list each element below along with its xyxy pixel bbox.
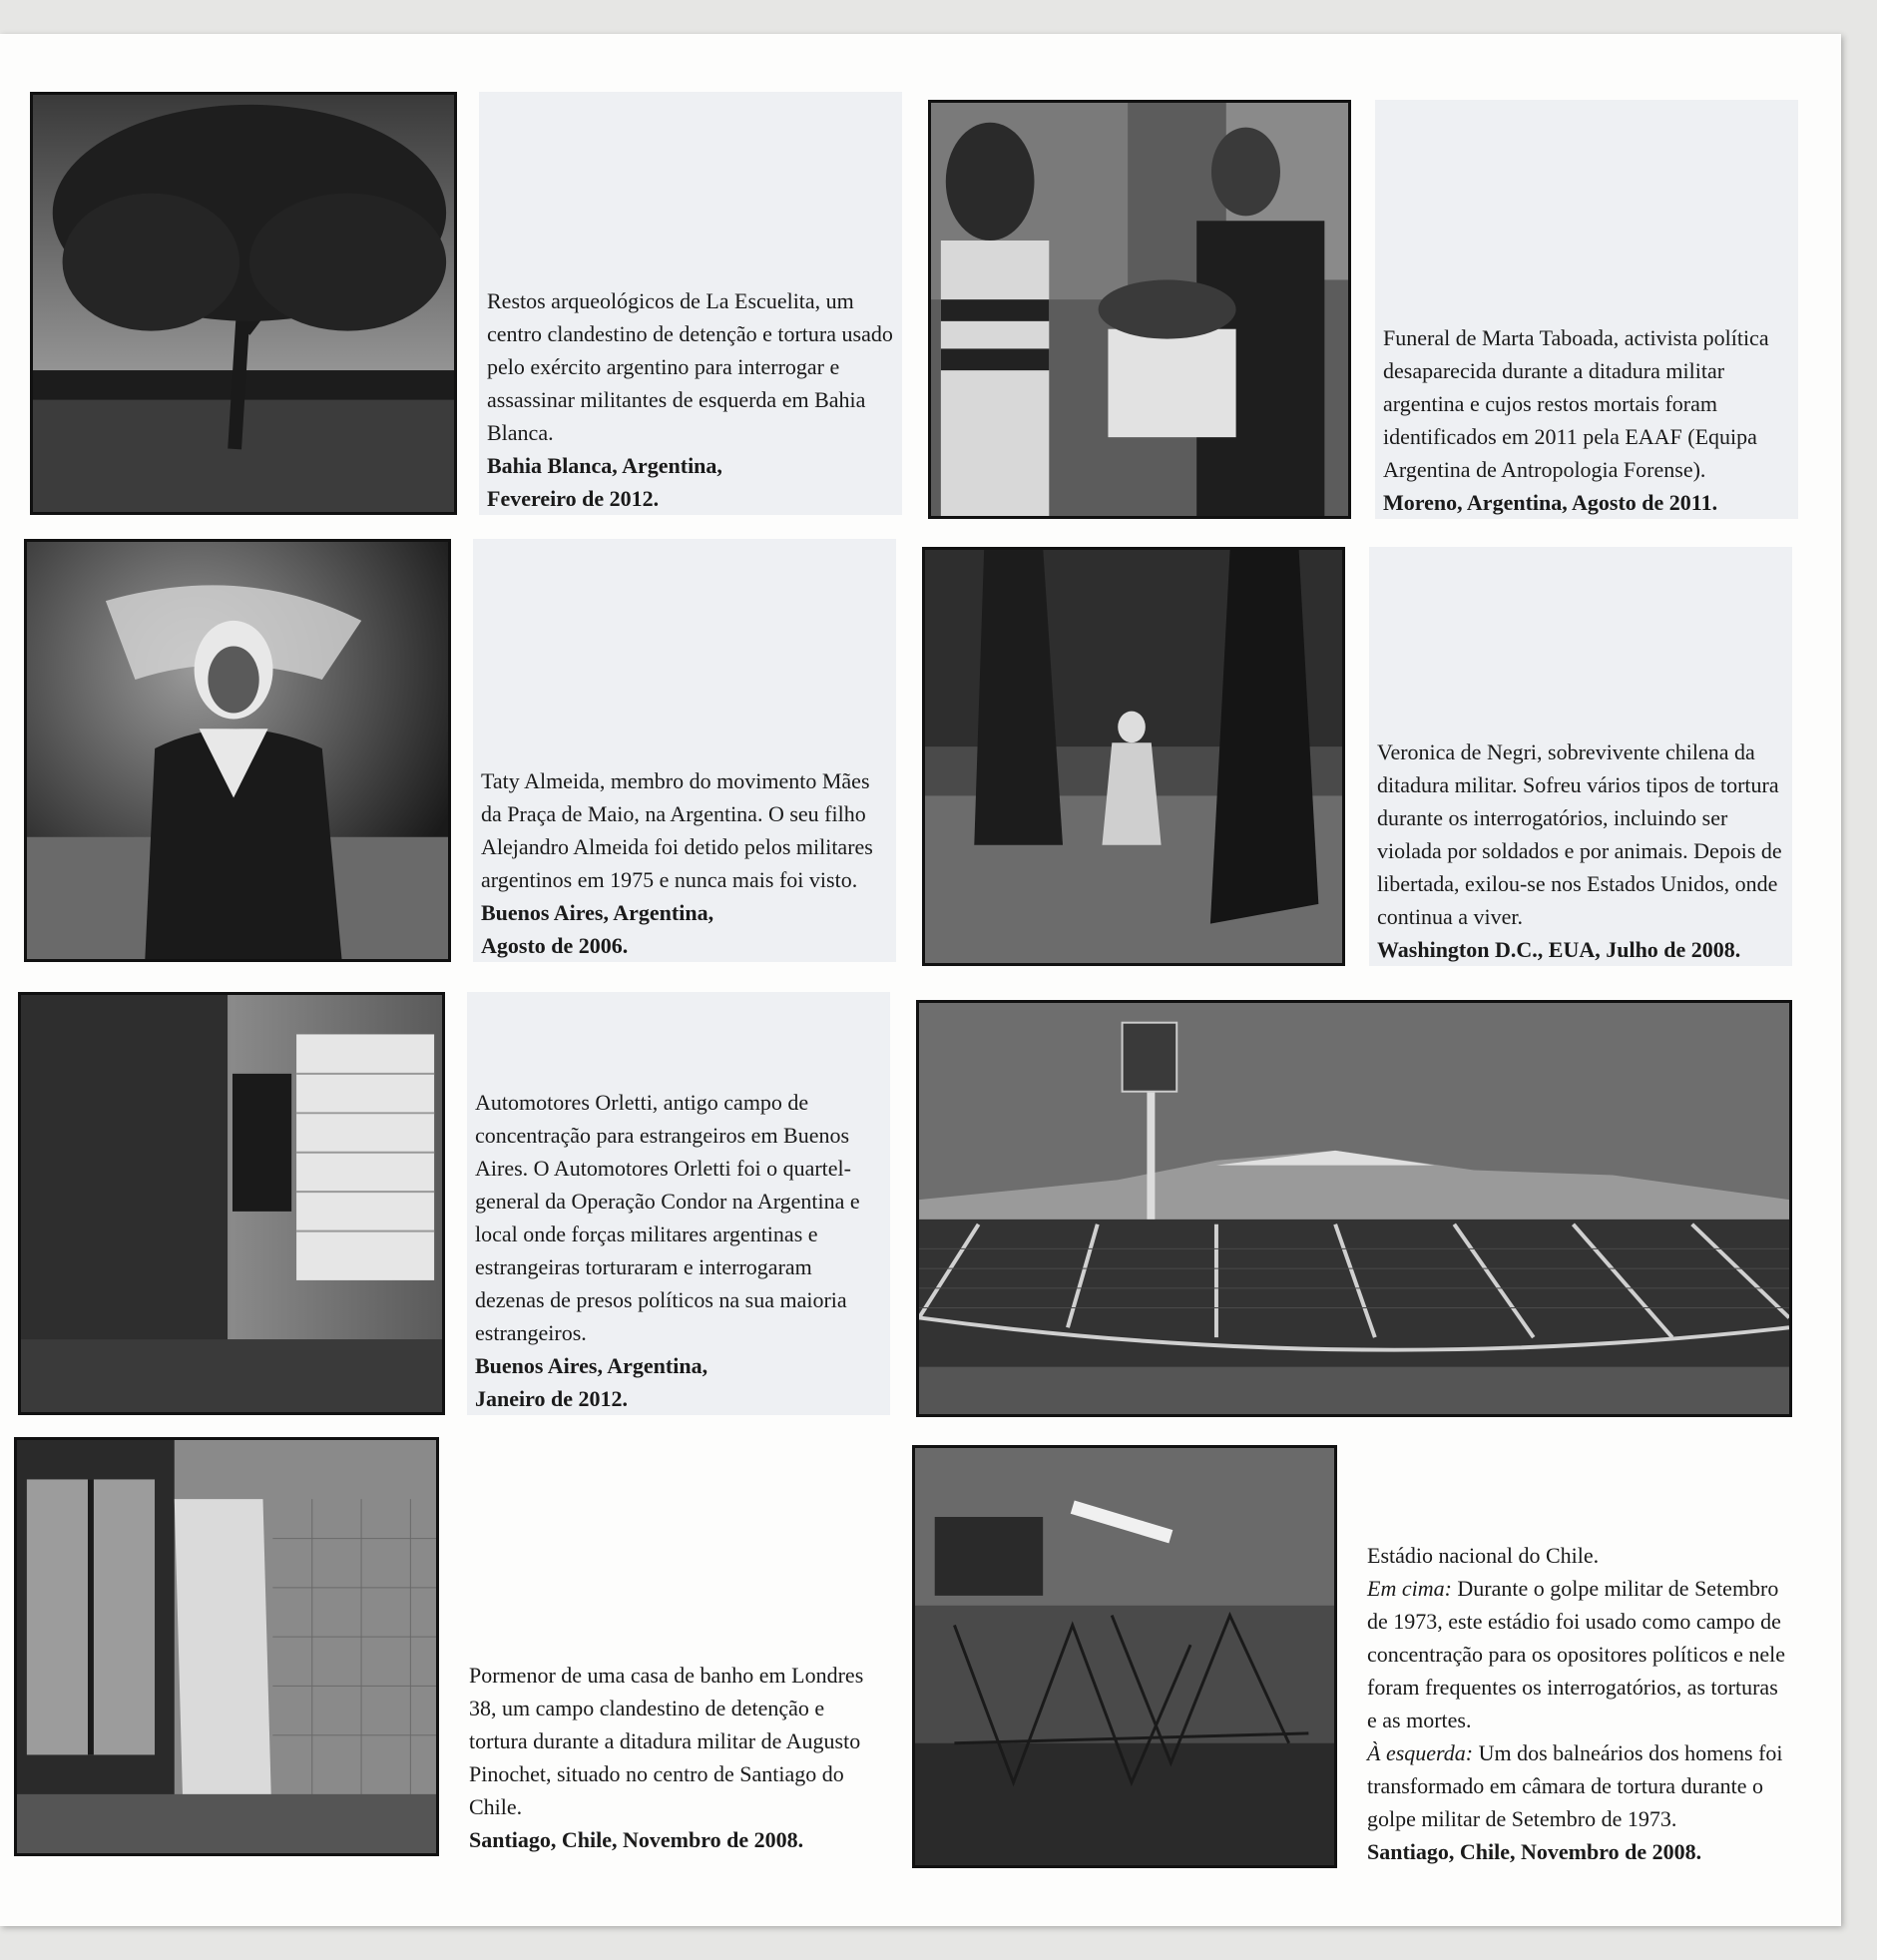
caption-location-7: Santiago, Chile, Novembro de 2008.: [1367, 1839, 1702, 1864]
caption-text-4: Veronica de Negri, sobrevivente chilena da ditadura militar. Sofreu vários tipos de tortura durante os interrogatórios, incluindo ser violada por soldados e por animais. Depois de libertada, exilou-se nos Estados Unidos, onde continua a viver.: [1377, 739, 1782, 929]
photo-taty-almeida: [24, 539, 451, 962]
caption-text-1: Restos arqueológicos de La Escuelita, um centro clandestino de detenção e tortura usado pelo exército argentino para interrogar e assassinar militantes de esquerda em Bahia Blanca.: [487, 288, 893, 445]
caption-location-1a: Bahia Blanca, Argentina,: [487, 453, 722, 478]
photo-londres-38: [14, 1437, 439, 1856]
caption-panel-4: [1369, 547, 1792, 966]
caption-text-7b: [1367, 1736, 1792, 1835]
photo-funeral-marta-taboada: [928, 100, 1351, 519]
caption-location-4: Washington D.C., EUA, Julho de 2008.: [1377, 937, 1741, 962]
caption-text-5: Automotores Orletti, antigo campo de concentração para estrangeiros em Buenos Aires. O Automotores Orletti foi o quartel-general da Operação Condor na Argentina e local onde forças militares argentinas e estrangeiras torturaram e interrogaram dezenas de presos políticos na sua maioria estrangeiros.: [475, 1090, 860, 1345]
caption-location-5b: Janeiro de 2012.: [475, 1386, 628, 1411]
photo-veronica-de-negri: [922, 547, 1345, 966]
caption-2: [1383, 321, 1792, 519]
caption-text-3: Taty Almeida, membro do movimento Mães da Praça de Maio, na Argentina. O seu filho Alejandro Almeida foi detido pelos militares argentinos em 1975 e nunca mais foi visto.: [481, 768, 873, 892]
caption-label-top: Em cima:: [1367, 1576, 1452, 1601]
catalog-page: [0, 34, 1841, 1926]
caption-7: [1367, 1539, 1792, 1868]
caption-text-2: Funeral de Marta Taboada, activista política desaparecida durante a ditadura militar argentina e cujos restos mortais foram identificados em 2011 pela EAAF (Equipa Argentina de Antropologia Forense).: [1383, 325, 1769, 482]
caption-text-top: Durante o golpe militar de Setembro de 1973, este estádio foi usado como campo de concentração para os opositores políticos e nele foram frequentes os interrogatórios, as torturas e as mortes.: [1367, 1576, 1786, 1732]
photo-estadio-nacional: [916, 1000, 1792, 1417]
caption-panel-6: [461, 1437, 884, 1856]
caption-5: [475, 1086, 884, 1415]
caption-location-5a: Buenos Aires, Argentina,: [475, 1353, 708, 1378]
caption-label-left: À esquerda:: [1367, 1740, 1474, 1765]
caption-text-6: Pormenor de uma casa de banho em Londres 38, um campo clandestino de detenção e tortura durante a ditadura militar de Augusto Pinochet, situado no centro de Santiago do Chile.: [469, 1663, 864, 1819]
caption-panel-5: [467, 992, 890, 1415]
caption-4: [1377, 735, 1786, 966]
caption-text-7a: [1367, 1572, 1792, 1736]
caption-panel-2: [1375, 100, 1798, 519]
caption-location-6: Santiago, Chile, Novembro de 2008.: [469, 1827, 804, 1852]
caption-text-left: Um dos balneários dos homens foi transformado em câmara de tortura durante o golpe militar de Setembro de 1973.: [1367, 1740, 1783, 1831]
caption-location-3b: Agosto de 2006.: [481, 933, 629, 958]
photo-balneario-estadio: [912, 1445, 1337, 1868]
caption-panel-3: [473, 539, 896, 962]
photo-automotores-orletti: [18, 992, 445, 1415]
caption-3: [481, 764, 890, 962]
caption-1: [487, 284, 896, 515]
caption-panel-7: [1359, 1445, 1798, 1868]
caption-location-3a: Buenos Aires, Argentina,: [481, 900, 714, 925]
photo-la-escuelita-tree: [30, 92, 457, 515]
caption-panel-1: [479, 92, 902, 515]
caption-location-1b: Fevereiro de 2012.: [487, 486, 660, 511]
caption-title-7: Estádio nacional do Chile.: [1367, 1543, 1600, 1568]
caption-6: [469, 1659, 878, 1856]
caption-location-2: Moreno, Argentina, Agosto de 2011.: [1383, 490, 1718, 515]
